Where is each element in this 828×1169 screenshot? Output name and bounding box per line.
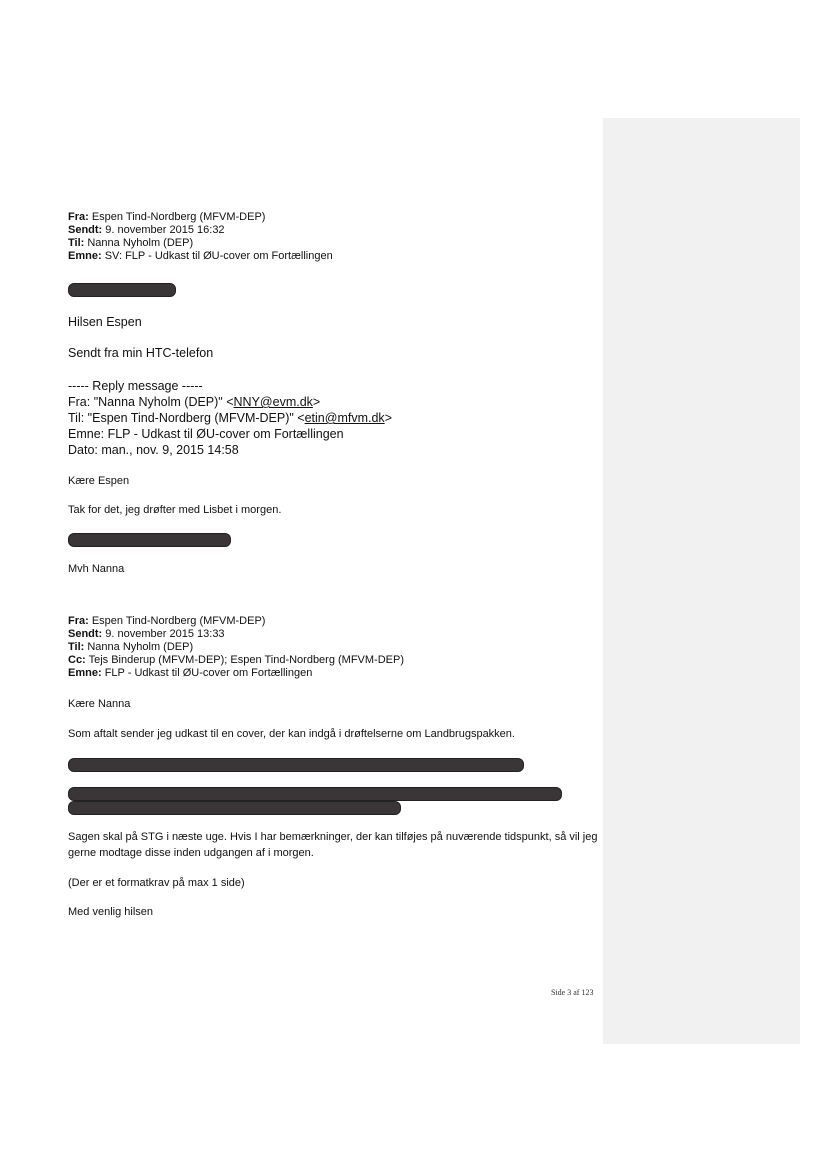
- email2-body2-line2: gerne modtage disse inden udgangen af i morgen.: [68, 847, 314, 859]
- email2-from: Fra: Espen Tind-Nordberg (MFVM-DEP): [68, 615, 266, 627]
- redaction-bar: [68, 787, 562, 801]
- redaction-bar: [68, 283, 176, 297]
- email2-closing: Med venlig hilsen: [68, 906, 153, 918]
- email2-sent: Sendt: 9. november 2015 13:33: [68, 628, 225, 640]
- reply-header: ----- Reply message -----: [68, 379, 203, 393]
- email2-to: Til: Nanna Nyholm (DEP): [68, 641, 194, 653]
- email2-note: (Der er et formatkrav på max 1 side): [68, 877, 245, 889]
- email2-cc: Cc: Tejs Binderup (MFVM-DEP); Espen Tind-Nordberg (MFVM-DEP): [68, 654, 405, 666]
- redaction-bar: [68, 801, 401, 815]
- email2-subject: Emne: FLP - Udkast til ØU-cover om Fortællingen: [68, 667, 313, 679]
- email1-from: Fra: Espen Tind-Nordberg (MFVM-DEP): [68, 211, 266, 223]
- email2-salutation: Kære Nanna: [68, 698, 131, 710]
- reply-body: Tak for det, jeg drøfter med Lisbet i morgen.: [68, 504, 282, 516]
- redaction-bar: [68, 533, 231, 547]
- reply-date: Dato: man., nov. 9, 2015 14:58: [68, 443, 239, 457]
- email1-sent: Sendt: 9. november 2015 16:32: [68, 224, 225, 236]
- email2-body1: Som aftalt sender jeg udkast til en cover, der kan indgå i drøftelserne om Landbrugspakken.: [68, 728, 515, 740]
- email2-body2-line1: Sagen skal på STG i næste uge. Hvis I har bemærkninger, der kan tilføjes på nuværende tidspunkt, så vil jeg: [68, 831, 598, 843]
- reply-to: Til: "Espen Tind-Nordberg (MFVM-DEP)" <etin@mfvm.dk>: [68, 411, 392, 425]
- email1-subject: Emne: SV: FLP - Udkast til ØU-cover om Fortællingen: [68, 250, 333, 262]
- reply-subject: Emne: FLP - Udkast til ØU-cover om Fortællingen: [68, 427, 344, 441]
- reply-closing: Mvh Nanna: [68, 563, 125, 575]
- to-email-link[interactable]: etin@mfvm.dk: [304, 411, 385, 425]
- email1-to: Til: Nanna Nyholm (DEP): [68, 237, 194, 249]
- page-number: Side 3 af 123: [551, 988, 594, 997]
- email1-signature: Sendt fra min HTC-telefon: [68, 346, 214, 360]
- email1-greeting: Hilsen Espen: [68, 315, 142, 329]
- scan-shade-strip: [603, 118, 800, 1044]
- from-email-link[interactable]: NNY@evm.dk: [233, 395, 313, 409]
- reply-salutation: Kære Espen: [68, 475, 130, 487]
- redaction-bar: [68, 758, 524, 772]
- reply-from: Fra: "Nanna Nyholm (DEP)" <NNY@evm.dk>: [68, 395, 321, 409]
